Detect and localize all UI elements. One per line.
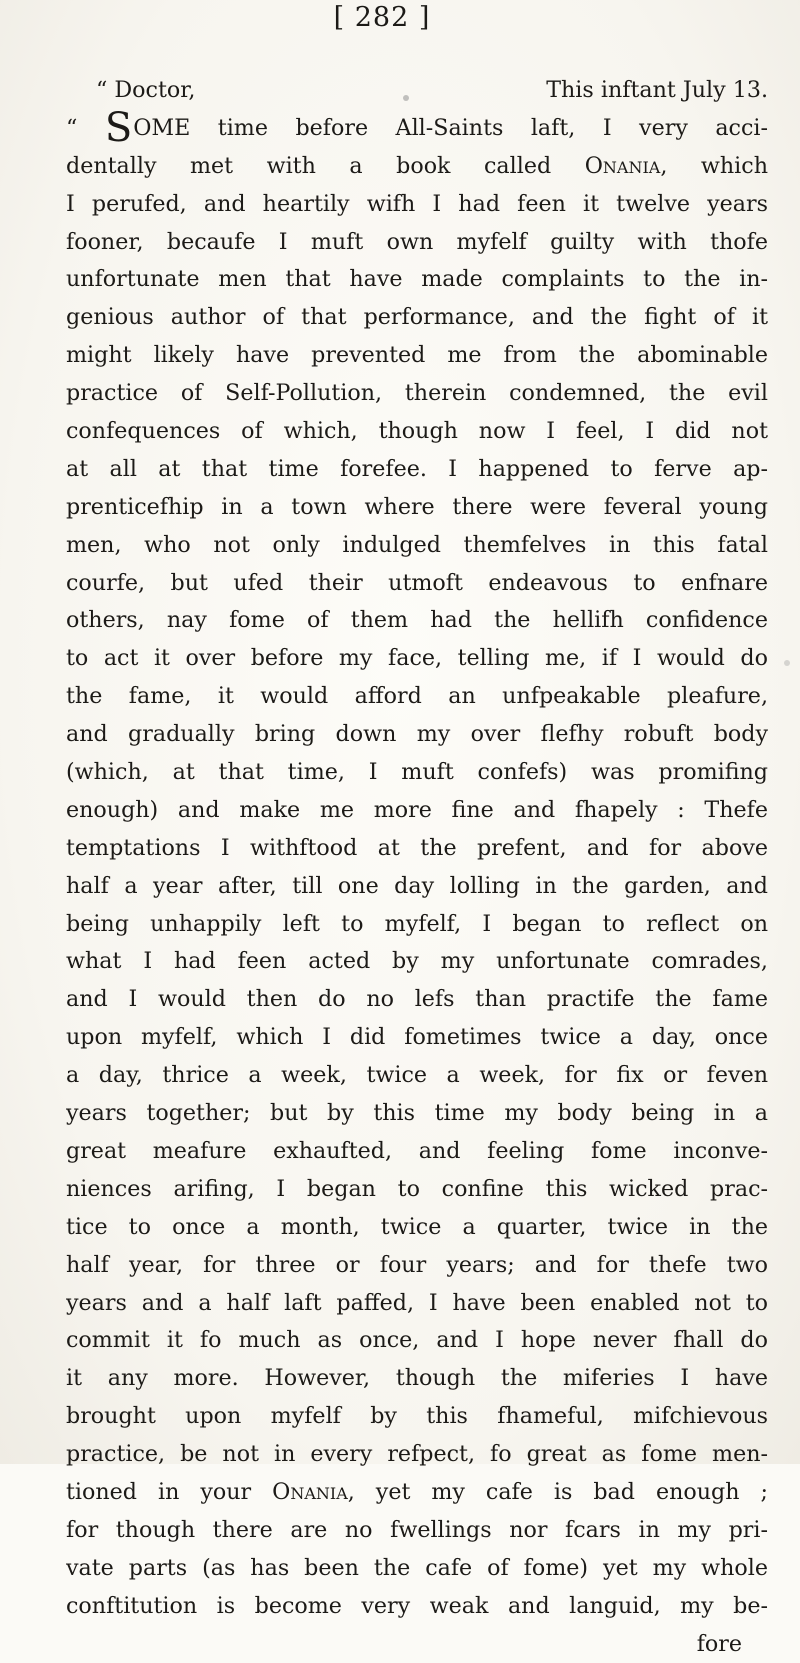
text-line: and I would then do no lefs than practife the fame (66, 986, 768, 1013)
text-line: might likely have prevented me from the abominable (66, 342, 768, 369)
letter-text (66, 72, 768, 1663)
text-line-1 (66, 110, 768, 148)
letter-header (66, 72, 768, 110)
text-line: conftitution is become very weak and languid, my be- (66, 1592, 768, 1619)
opening-quote: “ (66, 114, 78, 141)
text-line: to act it over before my face, telling me, if I would do (66, 645, 768, 672)
text-line-end: , yet my cafe is bad enough ; (347, 1478, 768, 1505)
text-line: for though there are no fwellings nor fcars in my pri- (66, 1516, 768, 1543)
page-number: [ 282 ] (333, 2, 431, 33)
text-line: years together; but by this time my body being in a (66, 1100, 768, 1127)
text-line: others, nay fome of them had the hellifh confidence (66, 607, 768, 634)
dateline: This inftant July 13. (546, 77, 768, 103)
book-title-onania: Onania (272, 1478, 348, 1505)
text-line: half year, for three or four years; and for thefe two (66, 1251, 768, 1278)
text-line: commit it fo much as once, and I hope never fhall do (66, 1327, 768, 1354)
text-line: brought upon myfelf by this fhameful, mifchievous (66, 1403, 768, 1430)
text-line: I perufed, and heartily wifh I had feen it twelve years (66, 190, 768, 217)
text-line: enough) and make me more fine and fhapely : Thefe (66, 796, 768, 823)
text-line: upon myfelf, which I did fometimes twice a day, once (66, 1024, 768, 1051)
ink-speck (403, 95, 409, 101)
text-line: fooner, becaufe I muft own myfelf guilty with thofe (66, 228, 768, 255)
text-line: half a year after, till one day lolling in the garden, and (66, 872, 768, 899)
salutation: “ Doctor, (96, 77, 196, 103)
text-line: at all at that time forefee. I happened to ferve ap- (66, 455, 768, 482)
ink-speck (784, 660, 790, 666)
text-line: the fame, it would afford an unfpeakable pleafure, (66, 683, 768, 710)
text-line: men, who not only indulged themfelves in this fatal (66, 531, 768, 558)
text-line: tice to once a month, twice a quarter, twice in the (66, 1213, 768, 1240)
text-line: what I had feen acted by my unfortunate comrades, (66, 948, 768, 975)
text-line: confequences of which, though now I feel, I did not (66, 418, 768, 445)
text-line: practice, be not in every refpect, fo great as fome men- (66, 1441, 768, 1468)
text-line-2 (66, 148, 768, 186)
text-line: it any more. However, though the miferies I have (66, 1365, 768, 1392)
book-title-onania: Onania (584, 152, 661, 179)
text-line: a day, thrice a week, twice a week, for fix or feven (66, 1062, 768, 1089)
text-line: being unhappily left to myfelf, I began to reflect on (66, 910, 768, 937)
text-line-1-rest: OME time before All-Saints laft, I very acci- (133, 114, 768, 141)
text-line: unfortunate men that have made complaints to the in- (66, 266, 768, 293)
text-line-2-end: , which (660, 152, 768, 179)
text-line-start: tioned in your (66, 1478, 252, 1505)
text-line: years and a half laft paffed, I have been enabled not to (66, 1289, 768, 1316)
catchword: fore (696, 1630, 742, 1657)
text-line: prenticefhip in a town where there were feveral young (66, 493, 768, 520)
text-line-onania-2 (66, 1474, 768, 1512)
text-line: temptations I withftood at the prefent, and for above (66, 834, 768, 861)
text-line: and gradually bring down my over flefhy robuft body (66, 721, 768, 748)
text-line: great meafure exhaufted, and feeling fome inconve- (66, 1137, 768, 1164)
text-line: (which, at that time, I muft confefs) was promifing (66, 759, 768, 786)
text-line: genious author of that performance, and the fight of it (66, 304, 768, 331)
text-line: vate parts (as has been the cafe of fome) yet my whole (66, 1554, 768, 1581)
text-line-2-start: dentally met with a book called (66, 152, 552, 179)
text-line: practice of Self-Pollution, therein condemned, the evil (66, 380, 768, 407)
text-line: courfe, but ufed their utmoft endeavous to enfnare (66, 569, 768, 596)
drop-cap: S (104, 109, 133, 148)
text-line: niences arifing, I began to confine this wicked prac- (66, 1175, 768, 1202)
